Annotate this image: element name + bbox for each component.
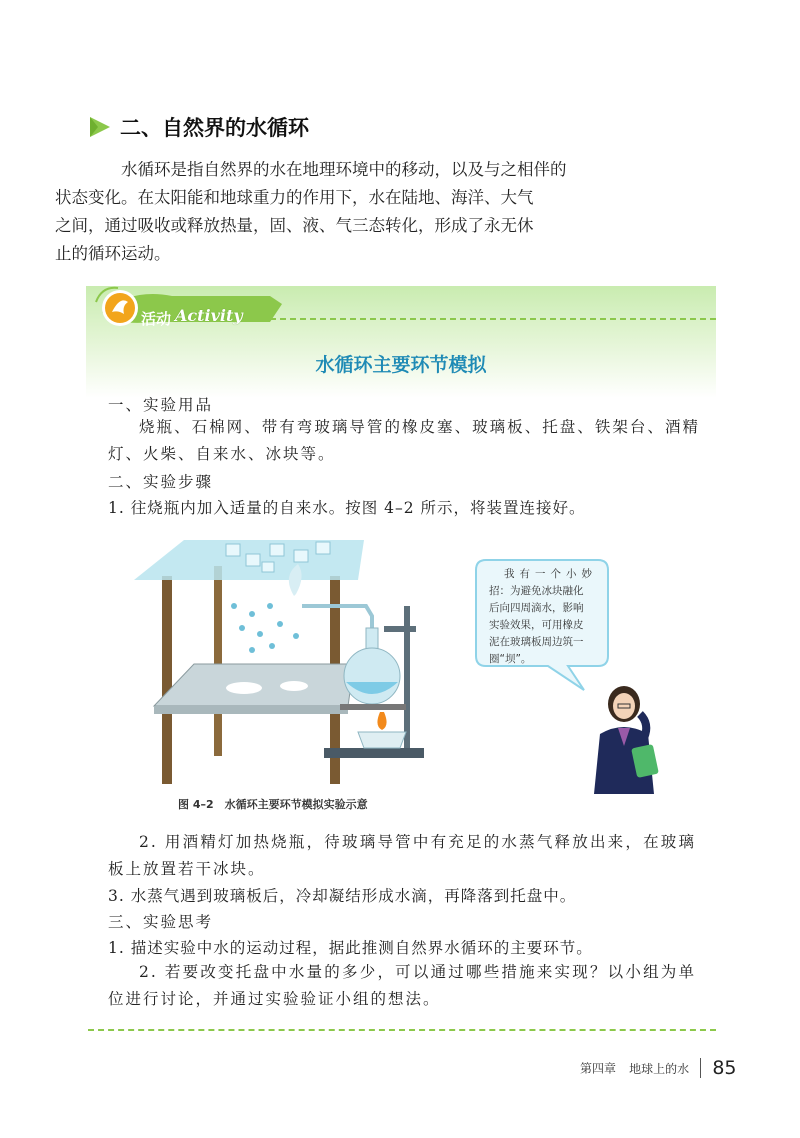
step-3-text: 3. 水蒸气遇到玻璃板后，冷却凝结形成水滴，再降落到托盘中。 xyxy=(108,887,577,905)
activity-divider xyxy=(270,318,716,320)
page-footer xyxy=(580,1057,737,1083)
teacher-illustration xyxy=(580,684,670,794)
footer-chapter-title: 地球上的水 xyxy=(629,1061,690,1076)
intro-paragraph xyxy=(55,156,568,268)
play-arrow-icon xyxy=(88,115,112,139)
footer-chapter: 第四章 xyxy=(580,1061,617,1076)
thinking-heading: 三、实验思考 xyxy=(108,913,214,931)
figure-caption: 图 4–2 水循环主要环节模拟实验示意 xyxy=(178,798,368,811)
think-1-text: 1. 描述实验中水的运动过程，据此推测自然界水循环的主要环节。 xyxy=(108,939,593,957)
activity-title: 水循环主要环节模拟 xyxy=(315,354,487,376)
tip-bubble xyxy=(472,556,612,696)
materials-heading: 一、实验用品 xyxy=(108,396,214,414)
experiment-illustration xyxy=(134,536,424,788)
materials-text: 烧瓶、石棉网、带有弯玻璃导管的橡皮塞、玻璃板、托盘、铁架台、酒精灯、火柴、自来水、冰块等。 xyxy=(108,418,700,463)
tip-text: 我有一个小妙 招：为避免冰块融化 后向四周滴水，影响 实验效果，可用橡皮 泥在玻璃板周边筑一 圈“坝”。 xyxy=(489,568,597,665)
paragraph-text: 水循环是指自然界的水在地理环境中的移动，以及与之相伴的 状态变化。在太阳能和地球重力的作用下，水在陆地、海洋、大气 之间，通过吸收或释放热量，固、液、气三态转化，形成了永无休 止的循环运动。 xyxy=(55,160,567,263)
section-title: 二、自然界的水循环 xyxy=(120,116,309,140)
footer-separator xyxy=(700,1058,701,1078)
activity-bottom-divider xyxy=(88,1029,716,1031)
step-1-text: 1. 往烧瓶内加入适量的自来水。按图 4–2 所示，将装置连接好。 xyxy=(108,499,586,517)
step-2-text: 2. 用酒精灯加热烧瓶，待玻璃导管中有充足的水蒸气释放出来，在玻璃板上放置若干冰块。 xyxy=(108,833,696,878)
think-2-text: 2. 若要改变托盘中水量的多少，可以通过哪些措施来实现？以小组为单位进行讨论，并通过实验验证小组的想法。 xyxy=(108,963,696,1008)
activity-label-english: Activity xyxy=(175,306,243,325)
activity-label: 活动 xyxy=(141,310,172,328)
page-number: 85 xyxy=(712,1057,737,1079)
steps-heading: 二、实验步骤 xyxy=(108,473,214,491)
